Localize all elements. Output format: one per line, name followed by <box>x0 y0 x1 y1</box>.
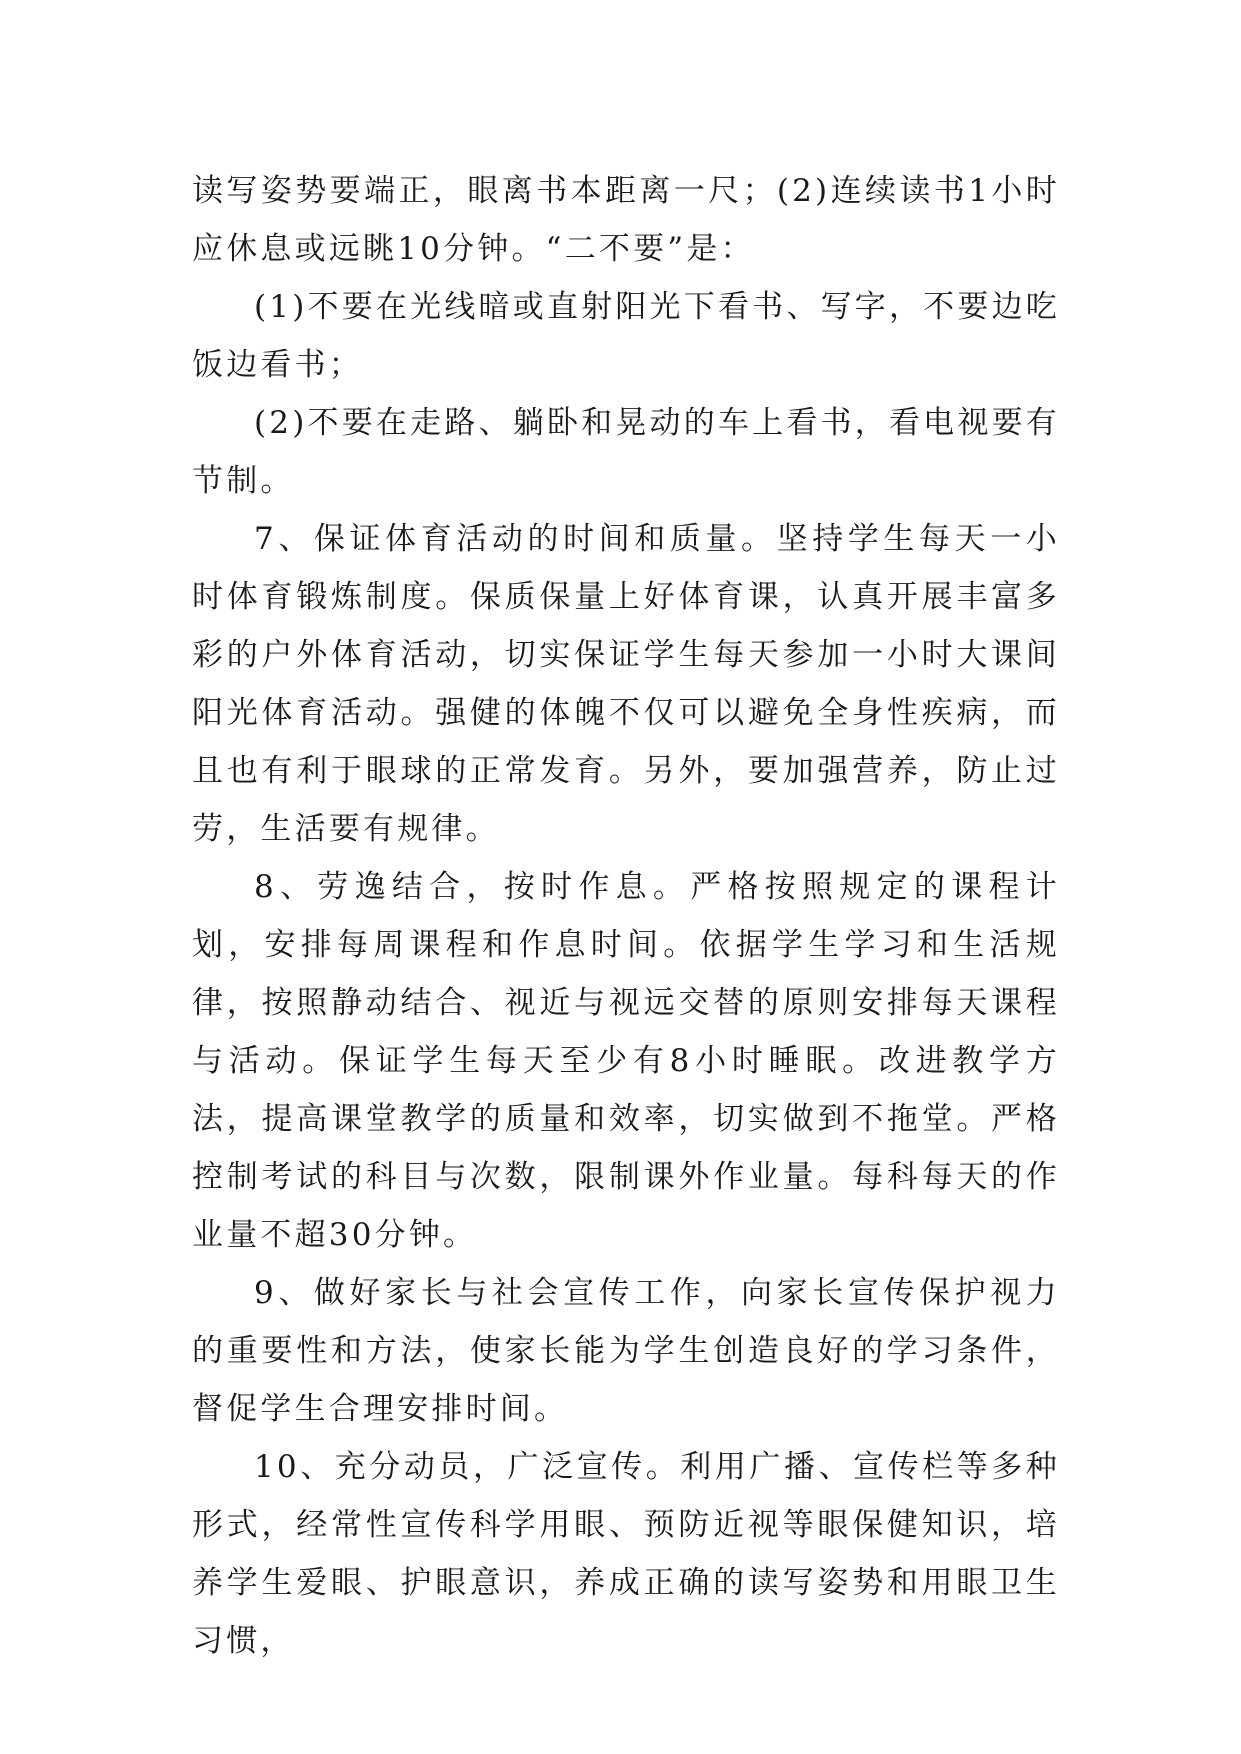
paragraph-section-8: 8、劳逸结合，按时作息。严格按照规定的课程计划，安排每周课程和作息时间。依据学生学习和生活规律，按照静动结合、视近与视远交替的原则安排每天课程与活动。保证学生每天至少有8小时睡眠。改进教学方法，提高课堂教学的质量和效率，切实做到不拖堂。严格控制考试的科目与次数，限制课外作业量。每科每天的作业量不超30分钟。 <box>192 869 1060 1253</box>
paragraph-continuation: 读写姿势要端正，眼离书本距离一尺；(2)连续读书1小时应休息或远眺10分钟。“二不要”是： <box>192 173 1060 267</box>
paragraph-section-7: 7、保证体育活动的时间和质量。坚持学生每天一小时体育锻炼制度。保质保量上好体育课，认真开展丰富多彩的户外体育活动，切实保证学生每天参加一小时大课间阳光体育活动。强健的体魄不仅可以避免全身性疾病，而且也有利于眼球的正常发育。另外，要加强营养，防止过劳，生活要有规律。 <box>192 521 1060 847</box>
paragraph-section-9: 9、做好家长与社会宣传工作，向家长宣传保护视力的重要性和方法，使家长能为学生创造良好的学习条件，督促学生合理安排时间。 <box>192 1275 1060 1427</box>
document-body <box>192 162 1060 1670</box>
paragraph-item-1: (1)不要在光线暗或直射阳光下看书、写字，不要边吃饭边看书； <box>192 289 1060 383</box>
paragraph-item-2: (2)不要在走路、躺卧和晃动的车上看书，看电视要有节制。 <box>192 405 1060 499</box>
paragraph-section-10: 10、充分动员，广泛宣传。利用广播、宣传栏等多种形式，经常性宣传科学用眼、预防近视等眼保健知识，培养学生爱眼、护眼意识，养成正确的读写姿势和用眼卫生习惯， <box>192 1449 1060 1659</box>
